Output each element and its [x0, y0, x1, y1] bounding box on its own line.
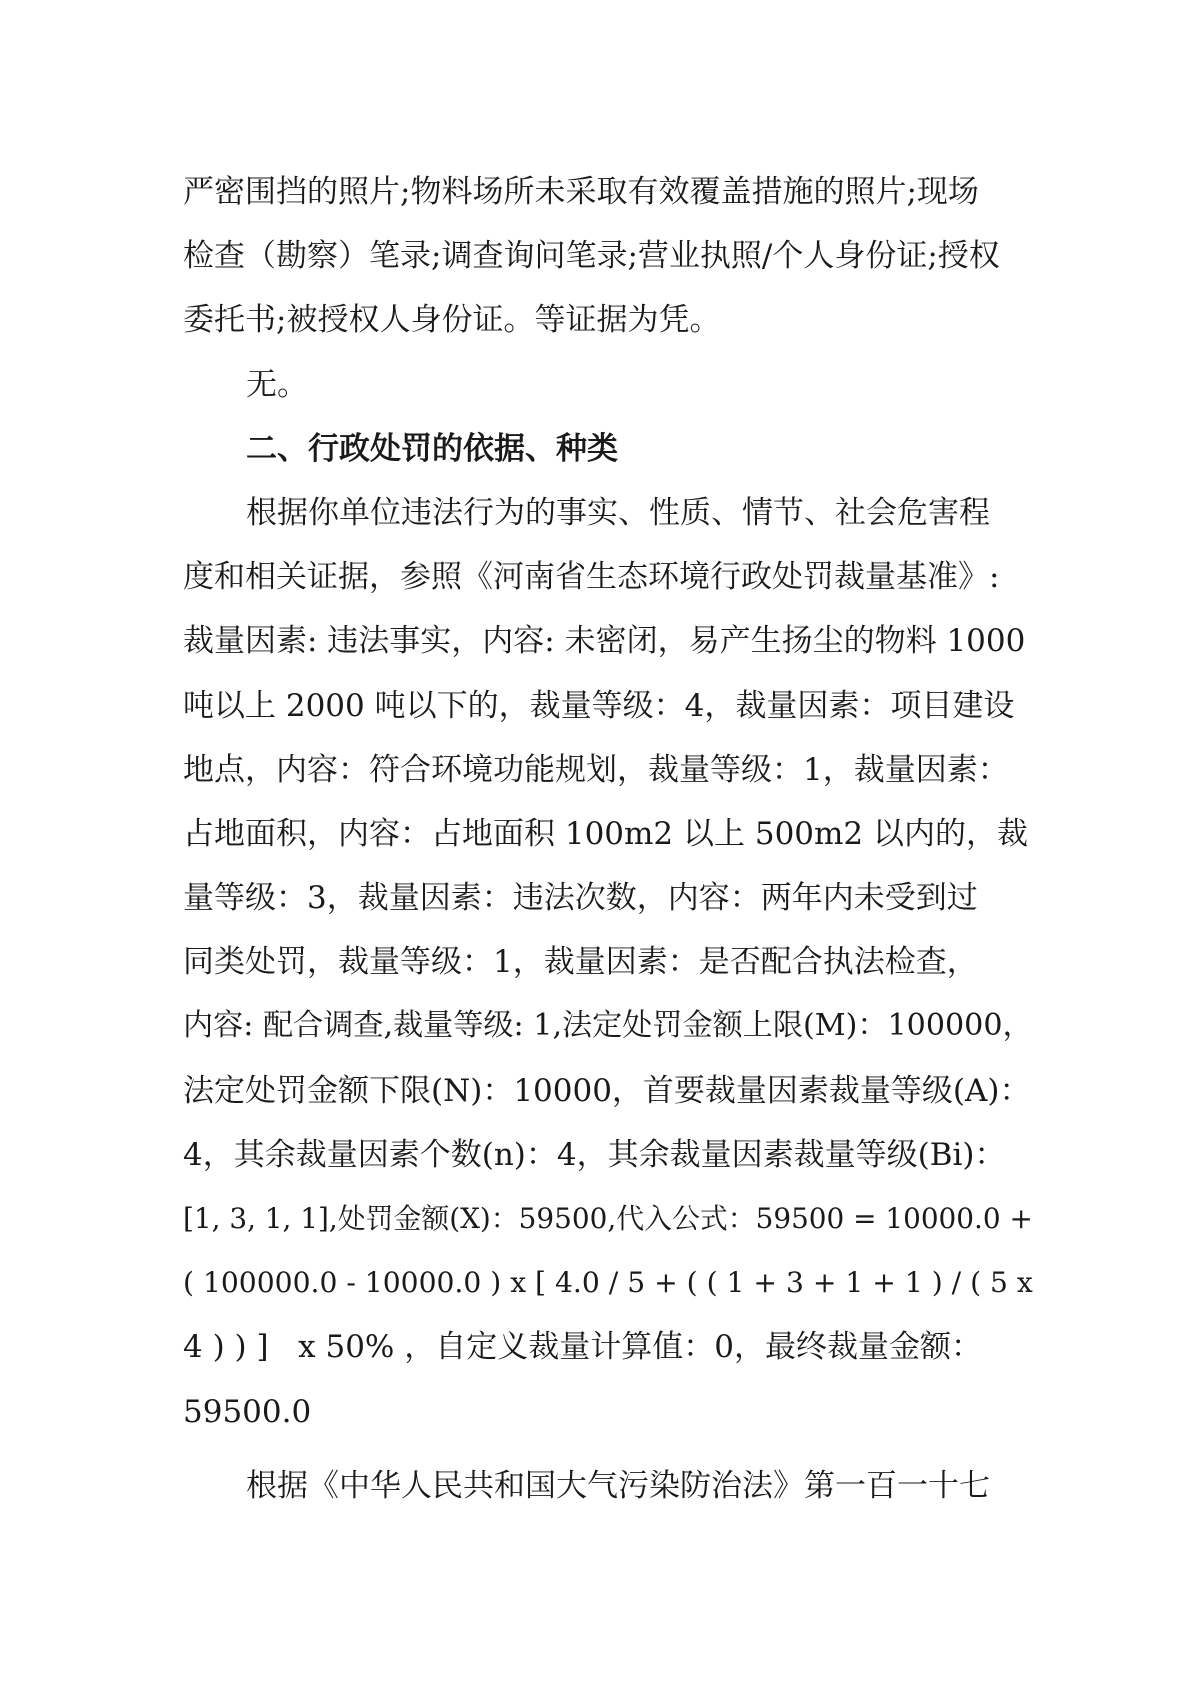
document-body	[183, 160, 1033, 1518]
basis-line-2: 度和相关证据，参照《河南省生态环境行政处罚裁量基准》:	[183, 559, 1000, 596]
basis-line-13: ( 100000.0 - 10000.0 ) x [ 4.0 / 5 + ( ( 1 + 3 + 1 + 1 ) / ( 5 x	[183, 1266, 1033, 1300]
section-heading: 二、行政处罚的依据、种类	[246, 430, 618, 467]
basis-line-14: 4 ) ) ] x 50% ，自定义裁量计算值：0，最终裁量金额：	[183, 1329, 982, 1366]
basis-line-11: 4，其余裁量因素个数(n)：4，其余裁量因素裁量等级(Bi)：	[183, 1136, 1006, 1173]
basis-line-8: 同类处罚，裁量等级：1，裁量因素：是否配合执法检查，	[183, 944, 978, 981]
evidence-line-2: 检查（勘察）笔录;调查询问笔录;营业执照/个人身份证;授权	[183, 238, 1000, 275]
basis-line-5: 地点，内容：符合环境功能规划，裁量等级：1，裁量因素：	[183, 751, 1009, 788]
basis-line-4: 吨以上 2000 吨以下的，裁量等级：4，裁量因素：项目建设	[183, 687, 1015, 724]
basis-line-12: [1, 3, 1, 1],处罚金额(X)：59500,代入公式：59500 = 10000.0 +	[183, 1202, 1033, 1235]
law-reference-line: 根据《中华人民共和国大气污染防治法》第一百一十七	[246, 1467, 990, 1504]
basis-line-6: 占地面积，内容：占地面积 100m2 以上 500m2 以内的，裁	[183, 815, 1028, 852]
basis-line-10: 法定处罚金额下限(N)：10000，首要裁量因素裁量等级(A)：	[183, 1072, 1031, 1109]
basis-line-1: 根据你单位违法行为的事实、性质、情节、社会危害程	[246, 494, 990, 531]
basis-line-7: 量等级：3，裁量因素：违法次数，内容：两年内未受到过	[183, 880, 978, 917]
none-paragraph: 无。	[246, 366, 308, 403]
basis-line-3: 裁量因素: 违法事实，内容: 未密闭，易产生扬尘的物料 1000	[183, 623, 1026, 660]
evidence-line-3: 委托书;被授权人身份证。等证据为凭。	[183, 302, 721, 339]
evidence-line-1: 严密围挡的照片;物料场所未采取有效覆盖措施的照片;现场	[183, 174, 979, 210]
paragraph-gap	[183, 1444, 1033, 1454]
basis-line-9: 内容: 配合调查,裁量等级: 1,法定处罚金额上限(M)：100000，	[183, 1008, 1033, 1044]
basis-line-15: 59500.0	[183, 1393, 312, 1430]
